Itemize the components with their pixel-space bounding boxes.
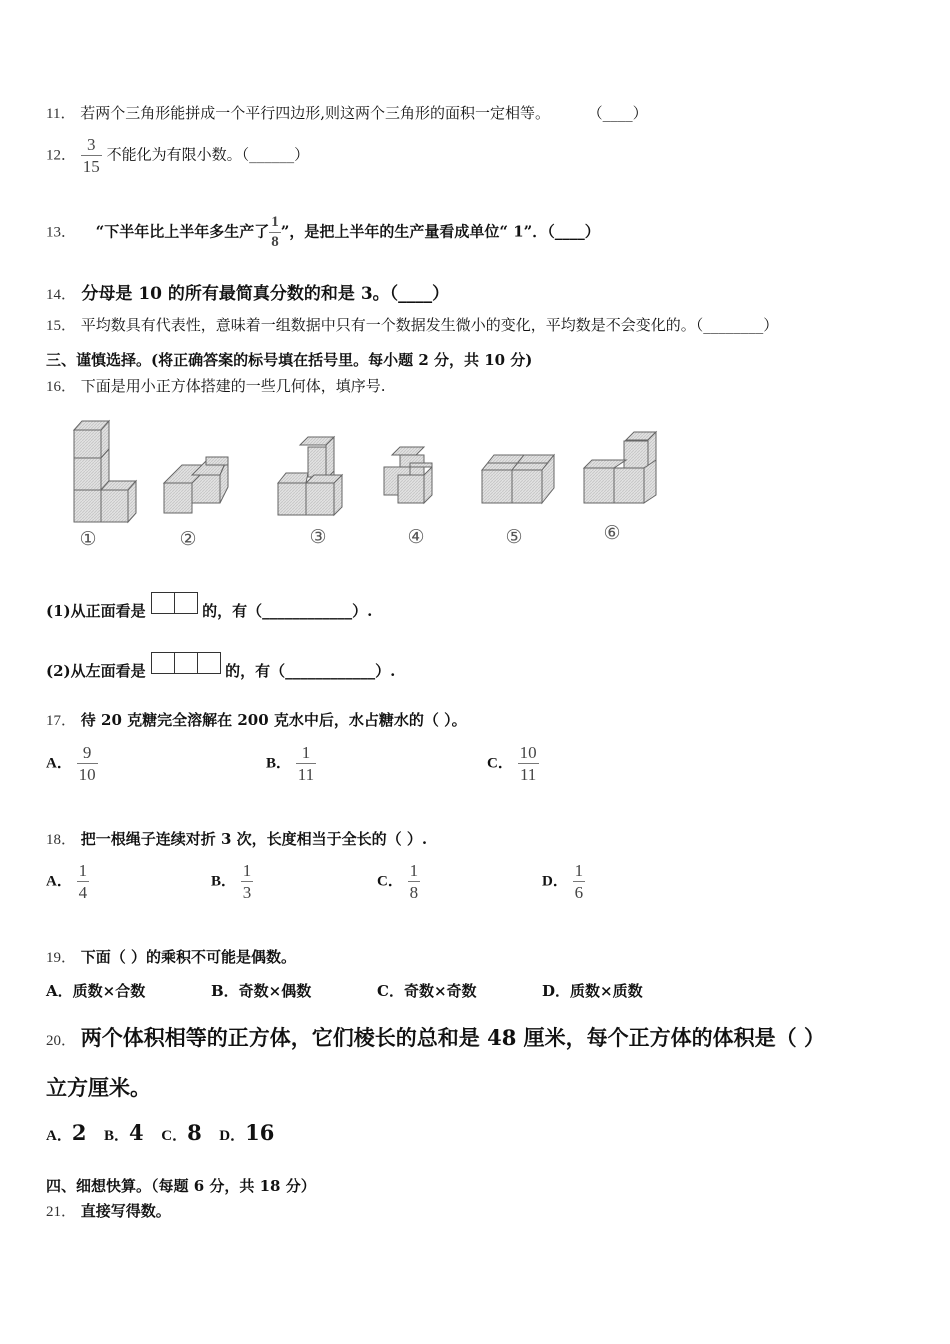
figure-label: ⑤ [505,526,523,548]
question-17 [46,709,467,730]
fraction: $\frac{1}{3}$ [242,861,252,902]
option-b[interactable]: B． $\frac{1}{11}$ [266,743,315,784]
question-text: 下面（ ）的乘积不可能是偶数。 [80,948,297,966]
question-number: 12． [46,147,77,164]
question-20-options [46,1120,274,1145]
question-number: 18． [46,832,77,848]
sub-question-blank: 的，有（____________）. [225,662,396,680]
fraction: $\frac{1}{8}$ [409,861,419,902]
section-heading: 四、细想快算。（每题 6 分，共 18 分） [46,1177,316,1195]
question-19 [46,946,296,967]
question-text: 不能化为有限小数。（______） [106,145,310,164]
question-12 [46,136,309,175]
question-text-a: “下半年比上半年多生产了 [95,222,270,241]
option-a[interactable]: A． $\frac{1}{4}$ [46,861,88,902]
view-three-squares-icon [151,652,220,678]
solid-3 [278,437,342,515]
question-11 [46,102,648,123]
question-text: 待 20 克糖完全溶解在 200 克水中后，水占糖水的（ ）。 [80,711,467,729]
question-16-sub2 [46,660,395,681]
cube-figures [46,405,672,555]
solid-1 [74,421,136,522]
question-21 [46,1200,171,1221]
option-d[interactable]: D． $\frac{1}{6}$ [542,861,584,902]
sub-question-blank: 的，有（____________）. [202,602,373,620]
question-16-sub1 [46,600,372,621]
question-text: 把一根绳子连续对折 3 次，长度相当于全长的（ ）. [80,830,428,848]
question-15 [46,314,778,335]
option-b[interactable]: B．4 [104,1120,144,1145]
fraction: $\frac{1}{4}$ [78,861,88,902]
question-text: 直接写得数。 [80,1202,171,1220]
option-b[interactable]: B． $\frac{1}{3}$ [211,861,252,902]
question-text: 平均数具有代表性，意味着一组数据中只有一个数据发生微小的变化，平均数是不会变化的。（________） [80,316,779,334]
option-c[interactable]: C． $\frac{10}{11}$ [487,743,537,784]
fraction: $\frac{3}{15}$ [82,135,100,176]
solid-5 [482,455,554,503]
question-text-line2: 立方厘米。 [46,1075,151,1100]
question-number: 15． [46,318,77,334]
sub-question-text: (2)从左面看是 [46,662,146,680]
question-14 [46,279,449,304]
figure-label: ① [79,528,97,550]
question-number: 20． [46,1033,77,1049]
figure-label: ③ [309,526,327,548]
question-number: 13． [46,224,77,241]
option-a[interactable]: A．2 [46,1120,87,1145]
option-c[interactable]: C． $\frac{1}{8}$ [377,861,419,902]
fraction: $\frac{9}{10}$ [78,743,96,784]
question-20 [46,1022,825,1052]
question-text: 若两个三角形能拼成一个平行四边形,则这两个三角形的面积一定相等。 [80,104,551,122]
fraction: $\frac{1}{6}$ [574,861,584,902]
fraction: $\frac{1}{11}$ [297,743,315,784]
option-c[interactable]: C．8 [161,1120,202,1145]
option-a[interactable]: A．质数×合数 [46,982,146,1000]
section-heading: 三、谨慎选择。(将正确答案的标号填在括号里。每小题 2 分，共 10 分) [46,351,533,369]
question-number: 19． [46,950,77,966]
question-number: 17． [46,713,77,729]
figure-label: ④ [407,526,425,548]
option-a[interactable]: A． $\frac{9}{10}$ [46,743,96,784]
question-text: 分母是 10 的所有最简真分数的和是 3。（____） [81,284,450,304]
question-text-line1: 两个体积相等的正方体，它们棱长的总和是 48 厘米，每个正方体的体积是（ ） [80,1025,825,1050]
question-number: 21． [46,1204,77,1220]
question-number: 14． [46,287,77,303]
question-13 [46,215,600,250]
figure-label: ② [179,528,197,550]
solid-6 [584,432,656,503]
solid-2 [164,457,228,513]
fraction: $\frac{1}{8}$ [271,214,279,250]
question-number: 16． [46,379,77,395]
option-c[interactable]: C．奇数×奇数 [377,982,477,1000]
question-18 [46,828,427,849]
answer-blank: （____） [587,104,648,122]
fraction: $\frac{10}{11}$ [519,743,537,784]
sub-question-text: (1)从正面看是 [46,602,146,620]
figure-label: ⑥ [603,522,621,544]
question-text-b: ”，是把上半年的生产量看成单位“ 1”．（____） [280,222,600,241]
view-two-squares-icon [151,592,197,618]
question-number: 11． [46,106,76,122]
solid-4 [384,447,432,503]
option-d[interactable]: D．16 [219,1120,275,1145]
cube-figures-image [46,405,672,555]
question-text: 下面是用小正方体搭建的一些几何体，填序号. [80,377,386,395]
option-b[interactable]: B．奇数×偶数 [211,982,312,1000]
option-d[interactable]: D．质数×质数 [542,982,643,1000]
question-16 [46,375,386,396]
